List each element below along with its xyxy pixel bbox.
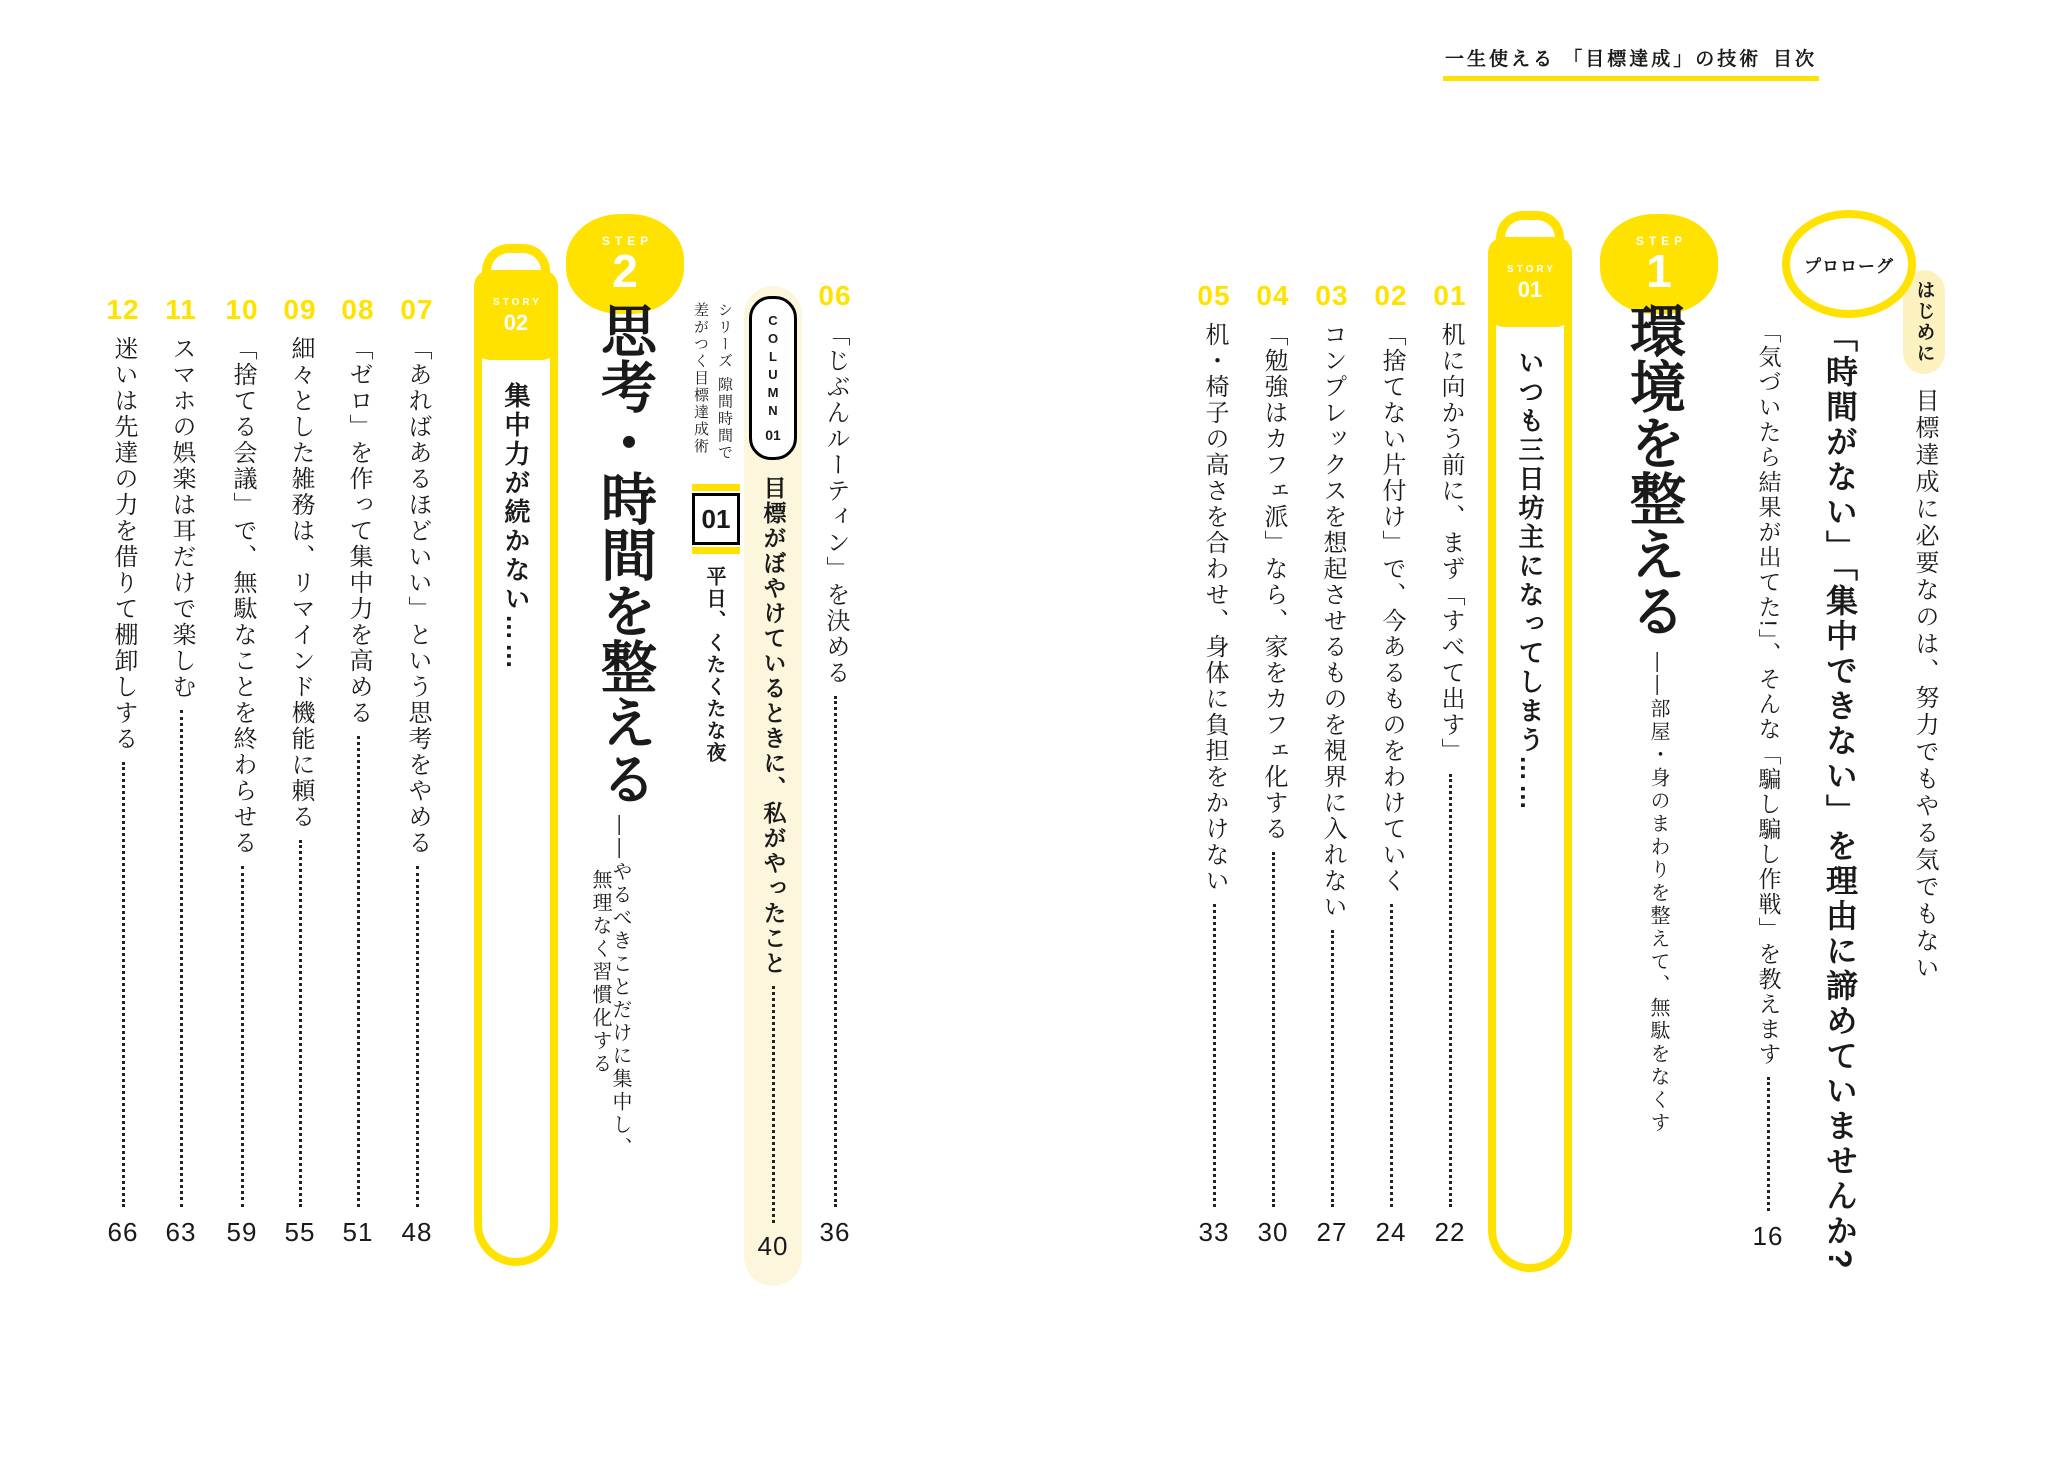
step2-subtitle <box>590 815 630 1160</box>
column-episode-title: 平日、くたくたな夜 <box>703 566 725 764</box>
entry-number: 06 <box>818 280 852 311</box>
entry-number: 09 <box>283 294 317 325</box>
entry-title: 細々とした雑務は、リマインド機能に頼る <box>287 336 314 830</box>
toc-entry-12 <box>94 296 152 1248</box>
dotted-leader <box>299 840 302 1207</box>
column-badge-number: 01 <box>765 427 781 443</box>
entry-number: 08 <box>341 294 375 325</box>
story01-badge-word: STORY <box>1507 263 1556 275</box>
entry-page-number: 55 <box>284 1217 316 1247</box>
entry-title: 「勉強はカフェ派」なら、家をカフェ化する <box>1260 322 1287 842</box>
yellow-bar <box>692 484 740 491</box>
entry-page-number: 27 <box>1316 1217 1348 1247</box>
story01-capsule <box>1488 237 1572 1272</box>
dotted-leader <box>180 710 183 1207</box>
toc-entry-03 <box>1303 282 1361 1248</box>
prologue-note-entry <box>1748 320 1788 1252</box>
entry-number: 12 <box>106 294 140 325</box>
dotted-leader <box>1331 930 1334 1207</box>
entry-number: 04 <box>1256 280 1290 311</box>
entry-page-number: 24 <box>1375 1217 1407 1247</box>
story01-text: いつも三日坊主になってしまう…… <box>1515 349 1545 813</box>
column-badge <box>749 296 797 460</box>
entry-page-number: 66 <box>107 1217 139 1247</box>
dotted-leader <box>1272 852 1275 1207</box>
entry-title: 「ゼロ」を作って集中力を高める <box>345 336 372 726</box>
prologue-page-number: 16 <box>1752 1221 1784 1251</box>
entry-number: 10 <box>225 294 259 325</box>
prologue-badge-label: プロローグ <box>1804 256 1894 276</box>
yellow-bar <box>692 547 740 554</box>
story02-text: 集中力が続かない…… <box>501 382 531 672</box>
step1-subtitle: ――部屋・身のまわりを整えて、無駄をなくす <box>1647 652 1669 1135</box>
entry-page-number: 59 <box>226 1217 258 1247</box>
toc-entry-07 <box>388 296 446 1248</box>
dotted-leader <box>1213 904 1216 1207</box>
column-page-number: 40 <box>757 1231 789 1261</box>
toc-entry-04 <box>1244 282 1302 1248</box>
entry-page-number: 51 <box>342 1217 374 1247</box>
step2-subtitle-line2: 無理なく習慣化する <box>589 869 611 1076</box>
entry-page-number: 30 <box>1257 1217 1289 1247</box>
column-number: 01 <box>692 493 740 545</box>
entry-page-number: 48 <box>401 1217 433 1247</box>
intro-tag-label: はじめに <box>1913 280 1935 364</box>
entry-title: 「じぶんルーティン」を決める <box>822 322 849 686</box>
step2-subtitle-line1: ――やるべきことだけに集中し、 <box>609 815 631 1160</box>
entry-number: 02 <box>1374 280 1408 311</box>
entry-title: スマホの娯楽は耳だけで楽しむ <box>168 336 195 700</box>
dotted-leader <box>1449 774 1452 1207</box>
column-number-box <box>692 484 740 554</box>
entry-page-number: 63 <box>165 1217 197 1247</box>
intro-note: 目標達成に必要なのは、努力でもやる気でもない <box>1911 388 1938 982</box>
column-badge-word: COLUMN <box>765 313 781 421</box>
entry-page-number: 33 <box>1198 1217 1230 1247</box>
prologue-note-text: 「気づいたら結果が出てた!」、そんな「騙し騙し作戦」を教えます <box>1755 320 1782 1067</box>
header-underline <box>1443 76 1819 81</box>
column-entry-title: 目標がぼやけているときに、私がやったこと <box>760 476 787 976</box>
entry-title: コンプレックスを想起させるものを視界に入れない <box>1319 322 1346 920</box>
entry-title: 机・椅子の高さを合わせ、身体に負担をかけない <box>1201 322 1228 894</box>
column-entry <box>744 286 802 1286</box>
dotted-leader <box>1767 1077 1770 1211</box>
column-series-note <box>688 302 736 461</box>
step2-badge <box>566 214 684 314</box>
step1-title: 環境を整える <box>1623 302 1686 638</box>
entry-page-number: 22 <box>1434 1217 1466 1247</box>
entry-number: 05 <box>1197 280 1231 311</box>
toc-entry-01 <box>1421 282 1479 1248</box>
entry-number: 07 <box>400 294 434 325</box>
entry-page-number: 36 <box>819 1217 851 1247</box>
story02-badge-number: 02 <box>503 309 529 335</box>
toc-entry-02 <box>1362 282 1420 1248</box>
dotted-leader <box>772 986 775 1223</box>
prologue-badge <box>1782 210 1916 318</box>
toc-label: 目次 <box>1772 49 1817 70</box>
step2-badge-number: 2 <box>612 245 638 297</box>
page-header <box>1445 44 1817 71</box>
step1-badge-word: STEP <box>1635 234 1688 248</box>
dotted-leader <box>1390 904 1393 1207</box>
story02-capsule <box>474 270 558 1266</box>
entry-title: 「捨てない片付け」で、今あるものをわけていく <box>1378 322 1405 894</box>
entry-number: 03 <box>1315 280 1349 311</box>
step2-title: 思考・時間を整える <box>594 302 657 806</box>
toc-entry-08 <box>329 296 387 1248</box>
story01-badge-number: 01 <box>1517 276 1543 302</box>
step1-badge-number: 1 <box>1646 245 1672 297</box>
story02-badge-word: STORY <box>493 296 542 308</box>
entry-title: 迷いは先達の力を借りて棚卸しする <box>110 336 137 752</box>
dotted-leader <box>357 736 360 1207</box>
entry-title: 机に向かう前に、まず「すべて出す」 <box>1437 322 1464 764</box>
column-series-line1: シリーズ 隙間時間で <box>716 302 733 462</box>
toc-entry-11 <box>152 296 210 1248</box>
story02-badge <box>474 270 558 360</box>
dotted-leader <box>122 762 125 1207</box>
entry-number: 01 <box>1433 280 1467 311</box>
entry-title: 「あればあるほどいい」という思考をやめる <box>404 336 431 856</box>
entry-title: 「捨てる会議」で、無駄なことを終わらせる <box>229 336 256 856</box>
toc-entry-05 <box>1185 282 1243 1248</box>
entry-number: 11 <box>165 294 197 325</box>
dotted-leader <box>241 866 244 1207</box>
step2-badge-word: STEP <box>601 234 654 248</box>
book-title: 一生使える 「目標達成」の技術 <box>1445 49 1762 70</box>
toc-entry-09 <box>271 296 329 1248</box>
column-series-line2: 差がつく目標達成術 <box>692 302 709 455</box>
story01-badge <box>1488 237 1572 327</box>
dotted-leader <box>834 696 837 1207</box>
step1-badge <box>1600 214 1718 314</box>
toc-entry-10 <box>213 296 271 1248</box>
dotted-leader <box>416 866 419 1207</box>
prologue-headline: 「時間がない」「集中できない」を理由に諦めていませんか? <box>1822 320 1858 1272</box>
toc-entry-06 <box>806 282 864 1248</box>
